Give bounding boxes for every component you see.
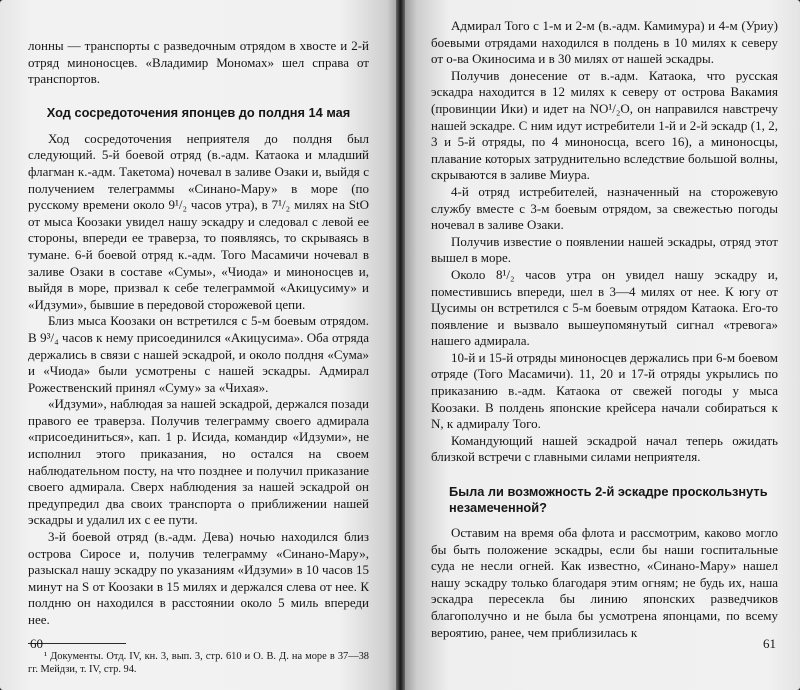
right-paragraph-1: Получив донесение от в.-адм. Катаока, что русская эскадра находится в 12 милях к северу от острова Вакамия (провинции Ики) и идет на NO¹/₂O, он направился навстречу нашей эскадре. С ним идут истребители 1-й и 2-й эскадр (1, 2, 3 и 5-й отряды, по 4 миноносца, всего 16), а миноносцы, плавание которых затруднительно вследствие большой волны, скрываются в заливе Миура.	[431, 67, 778, 183]
left-page	[0, 0, 399, 690]
right-paragraph-2: 4-й отряд истребителей, назначенный на сторожевую службу вместе с 3-м боевым отрядом, за свежестью погоды ночевал в заливе Озаки.	[431, 183, 778, 233]
right-paragraph-0: Адмирал Того с 1-м и 2-м (в.-адм. Камимура) и 4-м (Уриу) боевыми отрядами находился в полдень в 10 милях к северу от о-ва Окиносима и в 30 милях от нашей эскадры.	[431, 18, 778, 67]
left-section-paragraph-2: «Идзуми», наблюдая за нашей эскадрой, держался позади правого ее траверза. Получив телеграмму своего адмирала «присоединиться», кап. 1 р. Исида, командир «Идзуми», не исполнил этого приказания, но остался на своем наблюдательном посту, на что позднее и получил приказание своего адмирала. Сверх наблюдения за нашей эскадрой он предупредил два своих транспорта о приближении нашей эскадры и удалил их с ее пути.	[28, 396, 369, 528]
footnote: ¹ Документы. Отд. IV, кн. 3, вып. 3, стр. 610 и О. В. Д. на море в 37—38 гг. Мейдзи, т. IV, стр. 94.	[28, 650, 369, 675]
left-section-paragraph-0: Ход сосредоточения неприятеля до полдня был следующий. 5-й боевой отряд (в.-адм. Катаока и младший флагман к.-адм. Такетома) ночевал в заливе Озаки и, выйдя с получением телеграммы «Синано-Мару» в море (по русскому времени около 9¹/₂ часов утра), в 7¹/₂ милях на StO от мыса Коозаки увидел нашу эскадру и следовал с левой ее стороны, впереди ее траверза, то появляясь, то скрываясь в тумане. 6-й боевой отряд к.-адм. Того Масамичи ночевал в заливе Озаки в составе «Сумы», «Чиода» и миноносцев и, выйдя в море, призвал к себе телеграммой «Акицусиму» и «Идзуми», бывшие в передовой сторожевой цепи.	[28, 130, 369, 312]
right-paragraph-6: Командующий нашей эскадрой начал теперь ожидать близкой встречи с главными силами неприятеля.	[431, 432, 778, 465]
left-section-title: Ход сосредоточения японцев до полдня 14 мая	[46, 104, 351, 120]
page-number-left: 60	[30, 636, 43, 651]
left-section-paragraph-3: 3-й боевой отряд (в.-адм. Дева) ночью находился близ острова Сиросе и, получив телеграмму «Синано-Мару», разыскал нашу эскадру по указаниям «Идзуми» в 10 часов 15 минут на S от Коозаки в 15 милях и держался слева от нее. К полдню он находился в расстоянии около 5 миль впереди нее.	[28, 529, 369, 627]
right-paragraph-5: 10-й и 15-й отряды миноносцев держались при 6-м боевом отряде (Того Масамичи). 11, 20 и 17-й отряды укрылись по приказанию в.-адм. Катаока от свежей погоды у мыса Коозаки. В полдень японские крейсера начали собираться к N, к адмиралу Того.	[431, 349, 778, 432]
right-paragraph-4: Около 8¹/₂ часов утра он увидел нашу эскадру и, поместившись впереди, шел в 3—4 милях от нее. К югу от Цусимы он встретился с 5-м боевым отрядом Катаока. Его-то появление и вызвало вышеупомянутый сигнал «тревога» нашего адмирала.	[431, 266, 778, 349]
right-section-title: Была ли возможность 2-й эскадре проскользнуть незамеченной?	[449, 484, 768, 516]
right-section-paragraph-0: Оставим на время оба флота и рассмотрим, каково могло бы быть положение эскадры, если бы наши госпитальные суда не несли огней. Как известно, «Синано-Мару» нашел нашу эскадру только благодаря этим огням; не будь их, наша эскадра пересекла бы линию японских разведчиков благополучно и не была бы усмотрена японцами, по всему вероятию, ранее, чем приблизилась к	[431, 525, 778, 640]
left-paragraph-0: лонны — транспорты с разведочным отрядом в хвосте и 2-й отряд миноносцев. «Владимир Мономах» шел справа от транспортов.	[28, 38, 369, 87]
right-paragraph-3: Получив известие о появлении нашей эскадры, отряд этот вышел в море.	[431, 233, 778, 266]
book-gutter	[396, 0, 405, 690]
right-page	[401, 0, 800, 690]
page-number-right: 61	[763, 636, 776, 651]
left-section-paragraph-1: Близ мыса Коозаки он встретился с 5-м боевым отрядом. В 9³/₄ часов к нему присоединился «Акицусима». Оба отряда держались в связи с нашей эскадрой, и около полдня «Сума» и «Чиода» были усмотрены с нашей эскадры. Адмирал Рожественский принял «Суму» за «Чихая».	[28, 313, 369, 395]
